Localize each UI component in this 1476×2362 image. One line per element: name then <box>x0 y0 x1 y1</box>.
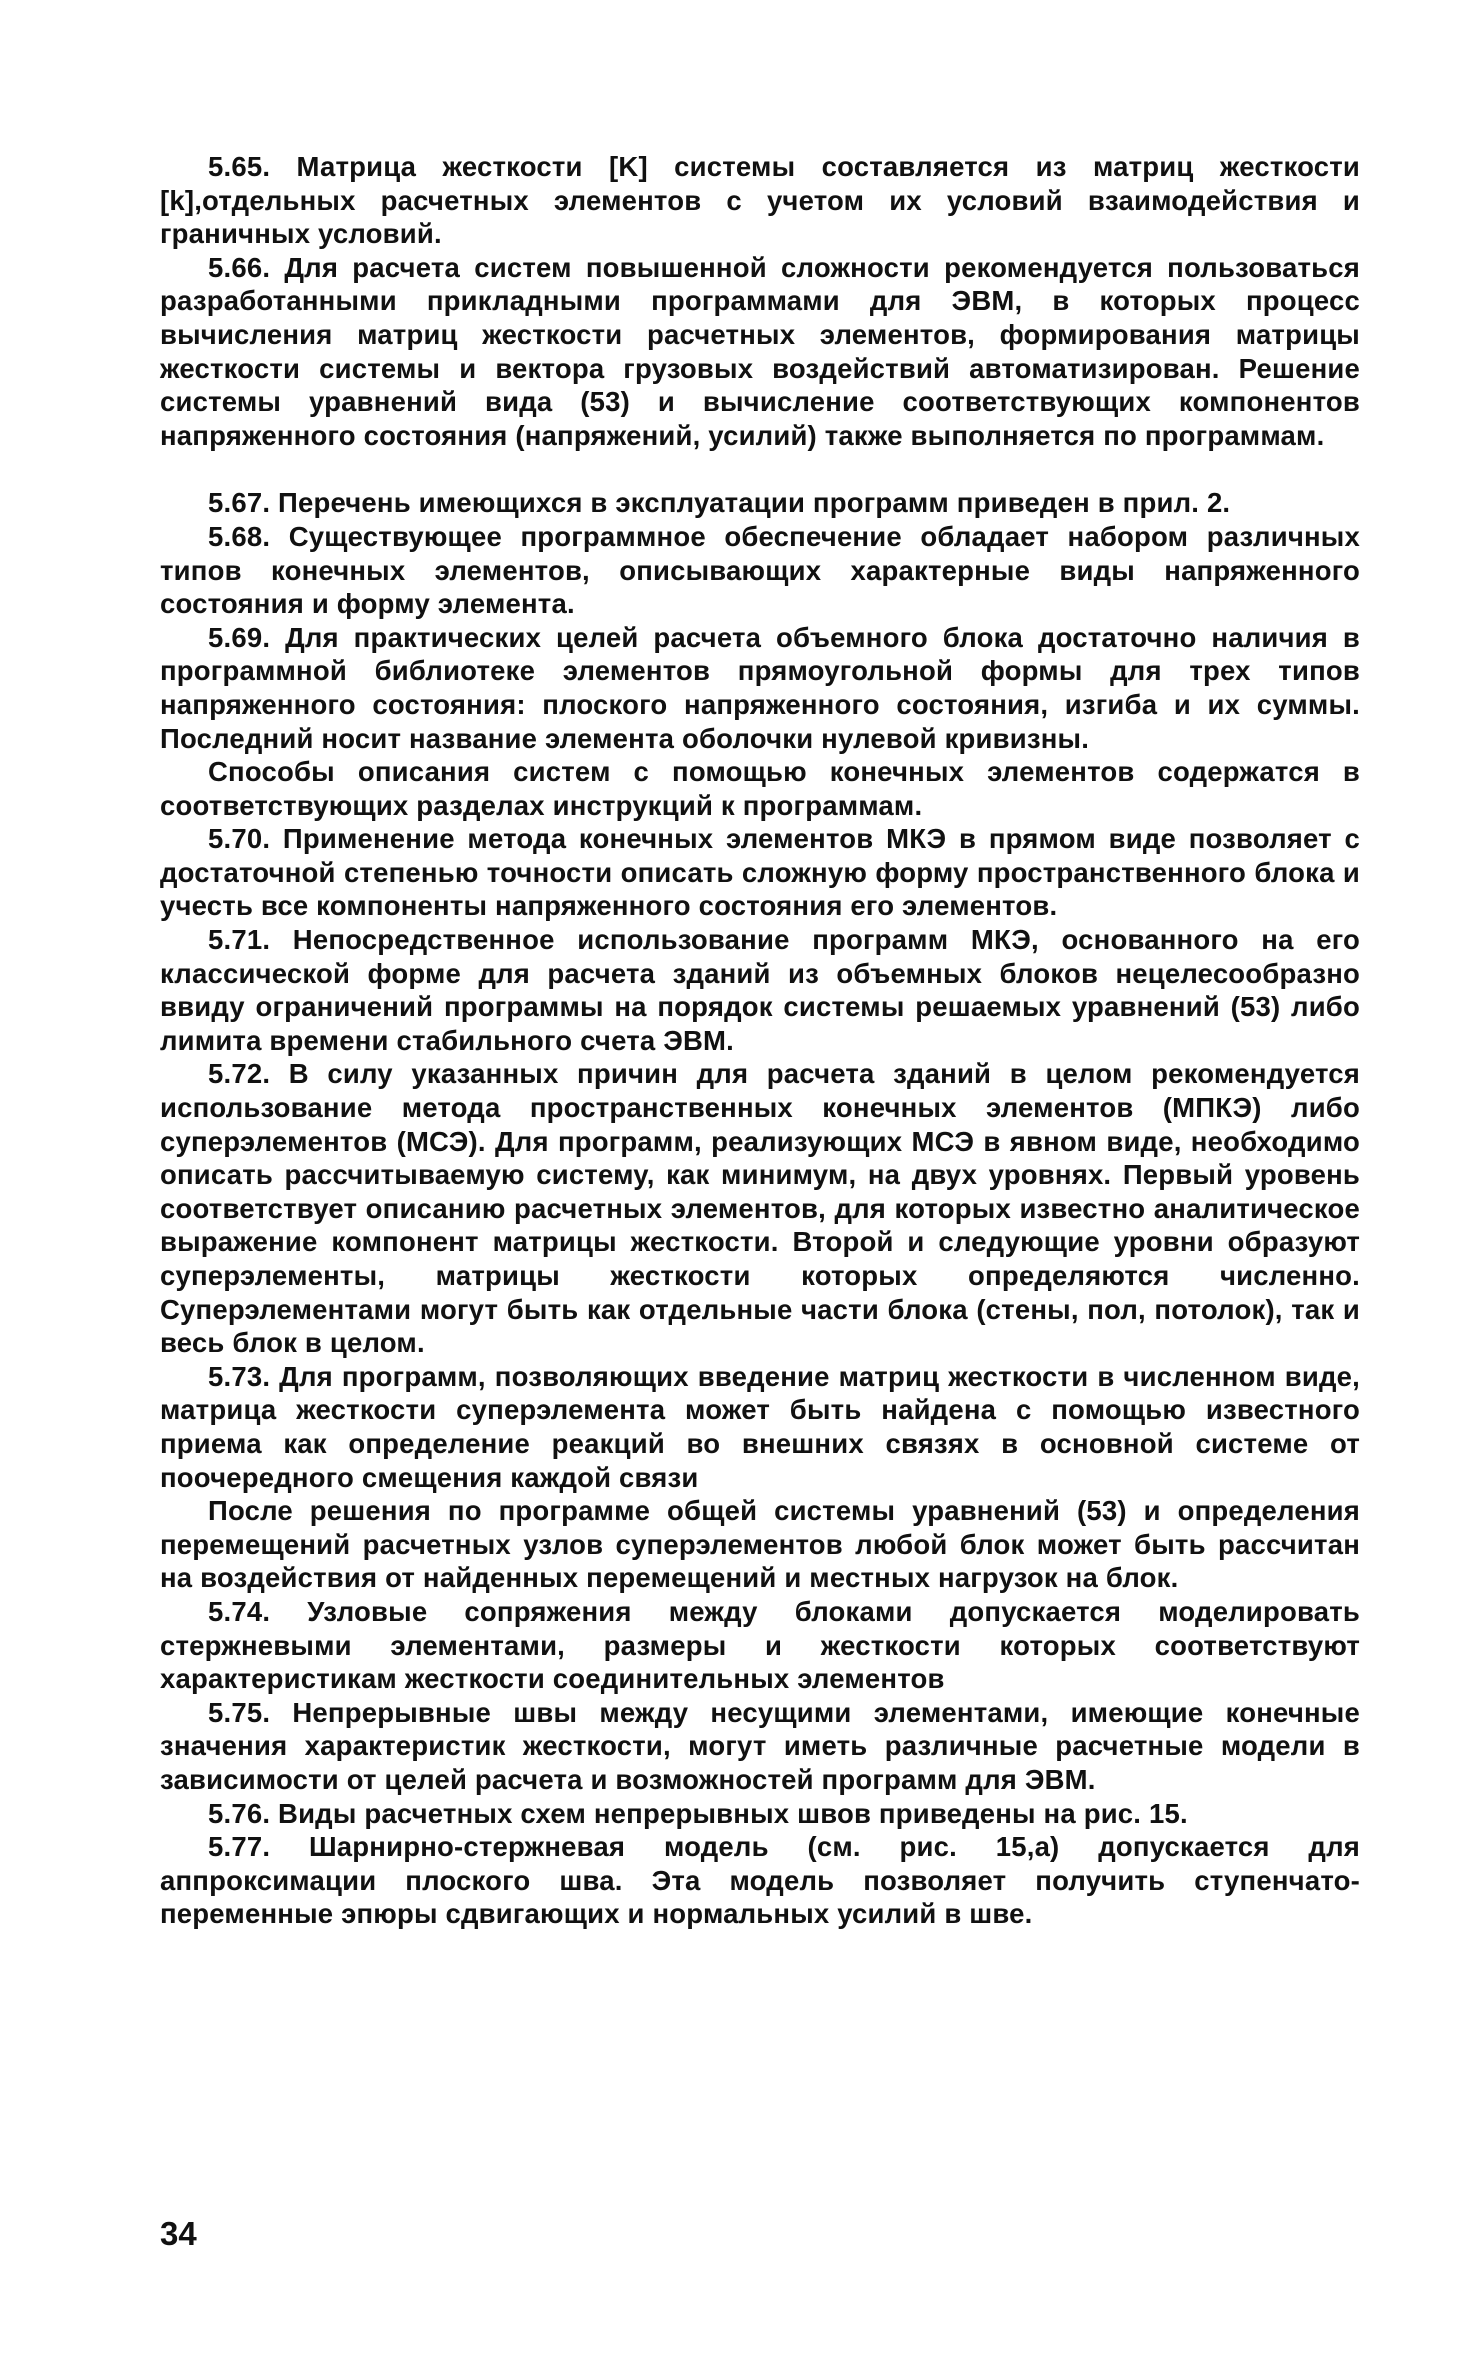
paragraph-gap <box>160 452 1360 486</box>
paragraph-5-77: 5.77. Шарнирно-стержневая модель (см. рис. 15,а) допускается для аппроксимации плоского шва. Эта модель позволяет получить ступенчато-переменные эпюры сдвигающих и нормальных усилий в шве. <box>160 1831 1360 1930</box>
paragraph-5-74: 5.74. Узловые сопряжения между блоками допускается моделировать стержневыми элементами, размеры и жесткости которых соответствуют характеристикам жесткости соединительных элементов <box>160 1595 1360 1695</box>
paragraph-5-65: 5.65. Матрица жесткости [K] системы составляется из матриц жесткости [k],отдельных расчетных элементов с учетом их условий взаимодействия и граничных условий. <box>160 151 1360 250</box>
paragraph-5-66: 5.66. Для расчета систем повышенной сложности рекомендуется пользоваться разработанными прикладными программами для ЭВМ, в которых процесс вычисления матриц жесткости расчетных элементов, формирования матрицы жесткости системы и вектора грузовых воздействий автоматизирован. Решение системы уравнений вида (53) и вычисление соответствующих компонентов напряженного состояния (напряжений, усилий) также выполняется по программам. <box>160 251 1360 451</box>
paragraph-5-69: 5.69. Для практических целей расчета объемного блока достаточно наличия в программной библиотеке элементов прямоугольной формы для трех типов напряженного состояния: плоского напряженного состояния, изгиба и их суммы. Последний носит название элемента оболочки нулевой кривизны. <box>160 621 1360 754</box>
page-body <box>160 150 1360 1931</box>
paragraph-5-70: 5.70. Применение метода конечных элементов МКЭ в прямом виде позволяет с достаточной степенью точности описать сложную форму пространственного блока и учесть все компоненты напряженного состояния его элементов. <box>160 823 1360 922</box>
paragraph-5-72: 5.72. В силу указанных причин для расчета зданий в целом рекомендуется использование метода пространственных конечных элементов (МПКЭ) либо суперэлементов (МСЭ). Для программ, реализующих МСЭ в явном виде, необходимо описать рассчитываемую систему, как минимум, на двух уровнях. Первый уровень соответствует описанию расчетных элементов, для которых известно аналитическое выражение компонент матрицы жесткости. Второй и следующие уровни образуют суперэлементы, матрицы жесткости которых определяются численно. Суперэлементами могут быть как отдельные части блока (стены, пол, потолок), так и весь блок в целом. <box>160 1058 1360 1359</box>
paragraph-after-solution: После решения по программе общей системы уравнений (53) и определения перемещений расчетных узлов суперэлементов любой блок может быть рассчитан на воздействия от найденных перемещений и местных нагрузок на блок. <box>160 1495 1360 1594</box>
paragraph-5-71: 5.71. Непосредственное использование программ МКЭ, основанного на его классической форме для расчета зданий из объемных блоков нецелесообразно ввиду ограничений программы на порядок системы решаемых уравнений (53) либо лимита времени стабильного счета ЭВМ. <box>160 924 1360 1056</box>
paragraph-5-73: 5.73. Для программ, позволяющих введение матриц жесткости в численном виде, матрица жесткости суперэлемента может быть найдена с помощью известного приема как определение реакций во внешних связях в основной системе от поочередного смещения каждой связи <box>160 1360 1360 1493</box>
paragraph-5-75: 5.75. Непрерывные швы между несущими элементами, имеющие конечные значения характеристик жесткости, могут иметь различные расчетные модели в зависимости от целей расчета и возможностей программ для ЭВМ. <box>160 1696 1360 1795</box>
page-number: 34 <box>160 2215 197 2252</box>
paragraph-5-67: 5.67. Перечень имеющихся в эксплуатации программ приведен в прил. 2. <box>208 487 1231 519</box>
paragraph-5-76: 5.76. Виды расчетных схем непрерывных швов приведены на рис. 15. <box>208 1797 1188 1829</box>
paragraph-methods: Способы описания систем с помощью конечных элементов содержатся в соответствующих разделах инструкций к программам. <box>160 756 1360 821</box>
paragraph-5-68: 5.68. Существующее программное обеспечение обладает набором различных типов конечных элементов, описывающих характерные виды напряженного состояния и форму элемента. <box>160 520 1360 620</box>
